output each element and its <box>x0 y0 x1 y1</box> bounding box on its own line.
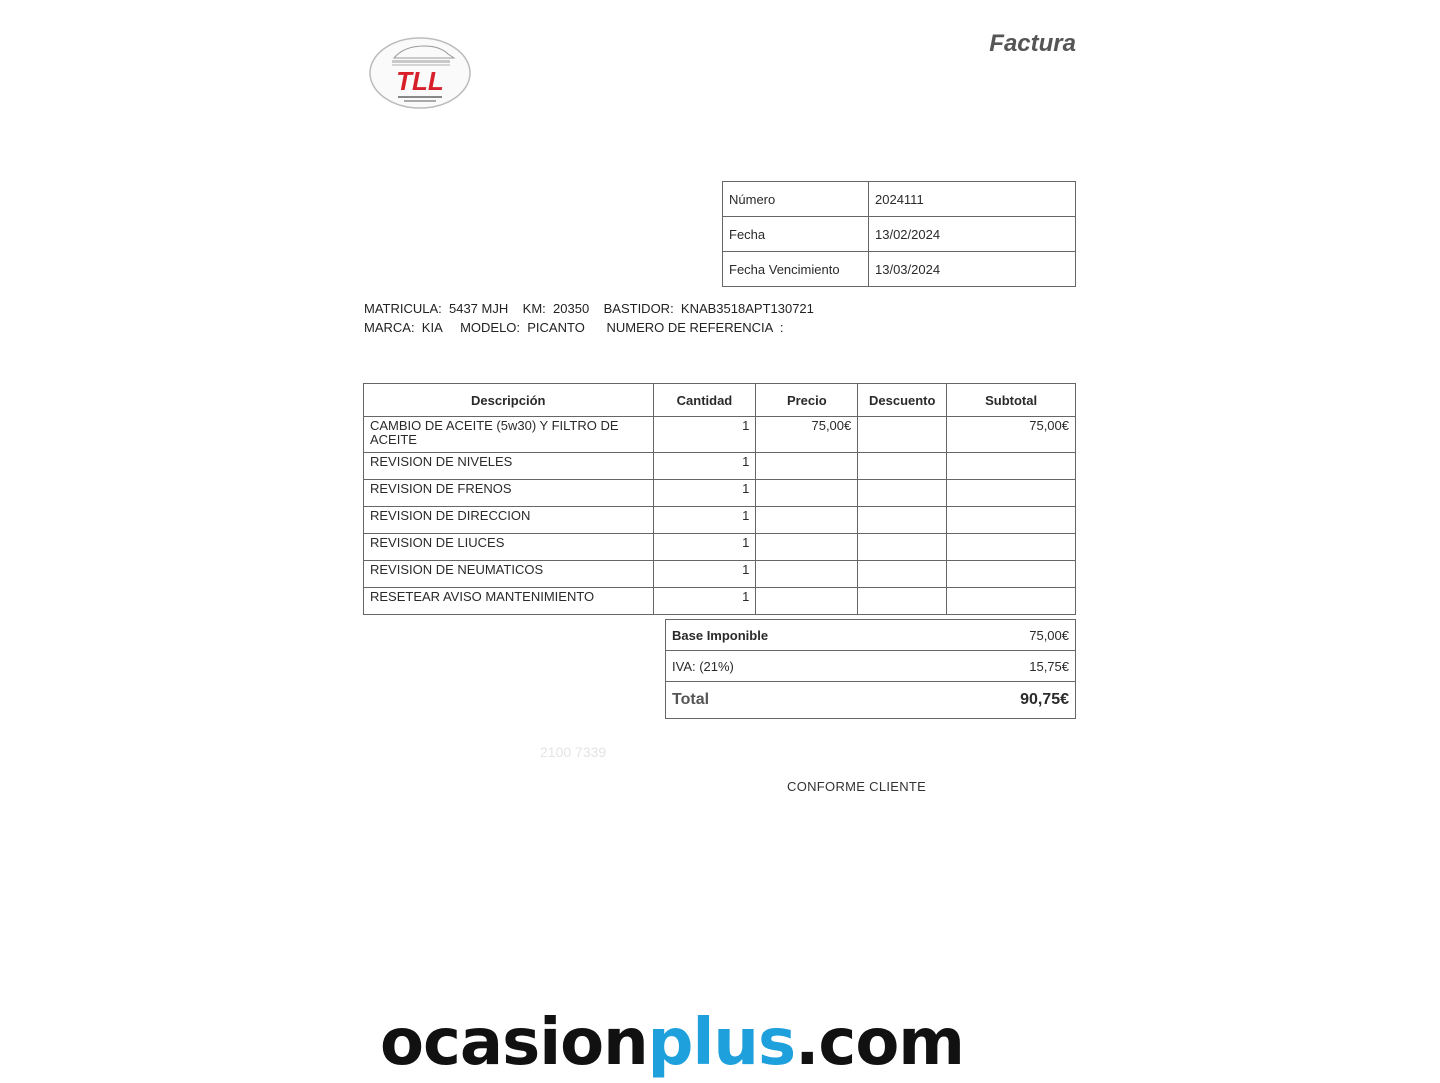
company-logo <box>368 36 472 110</box>
item-quantity: 1 <box>653 453 756 480</box>
info-label: Fecha Vencimiento <box>723 252 869 287</box>
base-label: Base Imponible <box>666 620 928 651</box>
item-discount <box>858 507 947 534</box>
item-subtotal <box>947 561 1076 588</box>
item-description: REVISION DE FRENOS <box>364 480 654 507</box>
item-quantity: 1 <box>653 588 756 615</box>
iva-label: IVA: (21%) <box>666 651 928 682</box>
table-row <box>364 480 1076 507</box>
items-header-row <box>364 384 1076 417</box>
total-label: Total <box>666 682 928 719</box>
vehicle-line-2: MARCA: KIA MODELO: PICANTO NUMERO DE REFERENCIA : <box>364 320 784 335</box>
item-discount <box>858 588 947 615</box>
base-row <box>666 620 1076 651</box>
items-table <box>363 383 1076 615</box>
iva-row <box>666 651 1076 682</box>
info-row-date <box>723 217 1076 252</box>
info-row-due-date <box>723 252 1076 287</box>
item-subtotal <box>947 534 1076 561</box>
item-quantity: 1 <box>653 561 756 588</box>
brand-part-1: ocasion <box>380 1006 648 1080</box>
vehicle-line-1: MATRICULA: 5437 MJH KM: 20350 BASTIDOR: KNAB3518APT130721 <box>364 301 814 316</box>
item-price <box>756 507 858 534</box>
item-subtotal <box>947 453 1076 480</box>
faded-account-text: 2100 7339 <box>540 744 607 760</box>
totals-table <box>665 619 1076 719</box>
item-discount <box>858 417 947 453</box>
item-price: 75,00€ <box>756 417 858 453</box>
info-row-number <box>723 182 1076 217</box>
info-value: 13/02/2024 <box>869 217 1076 252</box>
total-row <box>666 682 1076 719</box>
conforme-cliente-label: CONFORME CLIENTE <box>787 779 927 794</box>
item-discount <box>858 480 947 507</box>
info-value: 13/03/2024 <box>869 252 1076 287</box>
item-description: RESETEAR AVISO MANTENIMIENTO <box>364 588 654 615</box>
item-discount <box>858 534 947 561</box>
info-label: Fecha <box>723 217 869 252</box>
brand-part-2: plus <box>647 1006 796 1080</box>
table-row <box>364 453 1076 480</box>
logo-text: TLL <box>396 66 444 96</box>
vehicle-info <box>364 299 814 337</box>
table-row <box>364 507 1076 534</box>
total-value: 90,75€ <box>927 682 1075 719</box>
item-subtotal <box>947 480 1076 507</box>
item-description: REVISION DE DIRECCION <box>364 507 654 534</box>
header-quantity: Cantidad <box>653 384 756 417</box>
item-quantity: 1 <box>653 534 756 561</box>
brand-part-3: .com <box>795 1006 964 1080</box>
item-description: CAMBIO DE ACEITE (5w30) Y FILTRO DE ACEITE <box>364 417 654 453</box>
item-quantity: 1 <box>653 480 756 507</box>
item-description: REVISION DE NIVELES <box>364 453 654 480</box>
table-row <box>364 417 1076 453</box>
item-quantity: 1 <box>653 507 756 534</box>
item-description: REVISION DE LIUCES <box>364 534 654 561</box>
iva-value: 15,75€ <box>927 651 1075 682</box>
item-description: REVISION DE NEUMATICOS <box>364 561 654 588</box>
item-price <box>756 534 858 561</box>
item-subtotal <box>947 588 1076 615</box>
info-label: Número <box>723 182 869 217</box>
header-discount: Descuento <box>858 384 947 417</box>
info-value: 2024111 <box>869 182 1076 217</box>
item-subtotal <box>947 507 1076 534</box>
table-row <box>364 561 1076 588</box>
item-subtotal: 75,00€ <box>947 417 1076 453</box>
base-value: 75,00€ <box>927 620 1075 651</box>
item-price <box>756 588 858 615</box>
table-row <box>364 588 1076 615</box>
header-subtotal: Subtotal <box>947 384 1076 417</box>
item-price <box>756 453 858 480</box>
item-price <box>756 561 858 588</box>
invoice-info-table <box>722 181 1076 287</box>
item-discount <box>858 561 947 588</box>
item-price <box>756 480 858 507</box>
document-title: Factura <box>989 30 1076 57</box>
header-price: Precio <box>756 384 858 417</box>
table-row <box>364 534 1076 561</box>
item-discount <box>858 453 947 480</box>
item-quantity: 1 <box>653 417 756 453</box>
brand-logo <box>380 1003 964 1083</box>
header-description: Descripción <box>364 384 654 417</box>
